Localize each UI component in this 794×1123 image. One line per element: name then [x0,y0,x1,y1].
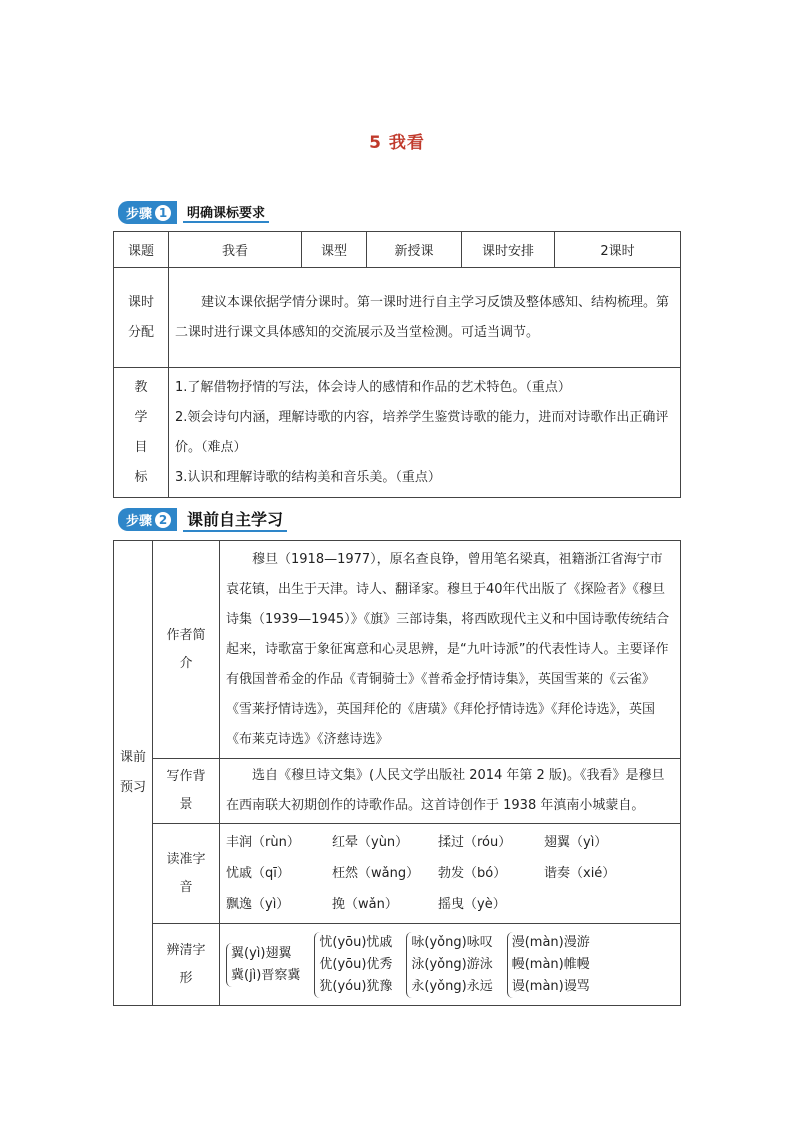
preview-table [113,540,681,1006]
pron-item: 飘逸（yì） [226,897,290,912]
pron-row [220,827,680,858]
type-header: 课型 [302,232,367,268]
pronunciation-cell [220,824,681,924]
goal-2: 2.领会诗句内涵，理解诗歌的内容，培养学生鉴赏诗歌的能力，进而对诗歌作出正确评价。（难点） [175,409,669,455]
glyph-item: 漫(màn)漫游 [511,934,590,950]
step2-banner [118,507,287,532]
pron-item: 摇曳（yè） [438,897,506,912]
pron-item: 枉然（wǎng） [332,866,420,881]
glyph-group [314,932,392,998]
glyph-item: 忧(yōu)忧戚 [319,934,393,950]
background-header: 写作背景 [153,759,220,824]
step2-heading: 课前自主学习 [183,507,287,532]
hours-header: 课时安排 [462,232,555,268]
glyph-cell [220,924,681,1006]
topic-header: 课题 [114,232,169,268]
glyph-item: 咏(yǒng)咏叹 [411,934,493,950]
pron-item: 红晕（yùn） [332,835,409,850]
pron-item: 挽（wǎn） [332,897,398,912]
background-text: 选自《穆旦诗文集》(人民文学出版社 2014 年第 2 版)。《我看》是穆旦在西南联大初期创作的诗歌作品。这首诗创作于 1938 年滇南小城蒙自。 [220,759,681,824]
pron-item: 丰润（rùn） [226,835,300,850]
author-text: 穆旦（1918—1977），原名查良铮，曾用笔名梁真，祖籍浙江省海宁市袁花镇，出生于天津。诗人、翻译家。穆旦于40年代出版了《探险者》《穆旦诗集（1939—1945）》《旗》三部诗集，将西欧现代主义和中国诗歌传统结合起来，诗歌富于象征寓意和心灵思辨，是“九叶诗派”的代表性诗人。主要译作有俄国普希金的作品《青铜骑士》《普希金抒情诗集》，英国雪莱的《云雀》《雪莱抒情诗选》，英国拜伦的《唐璜》《拜伦抒情诗选》《拜伦诗选》，英国《布莱克诗选》《济慈诗选》 [220,541,681,759]
alloc-header: 课时分配 [114,268,169,368]
pron-item: 忧戚（qī） [226,866,290,881]
pron-item: 揉过（róu） [438,835,512,850]
glyph-group [507,932,590,998]
pron-item: 翅翼（yì） [544,835,608,850]
step1-heading: 明确课标要求 [183,202,269,223]
step2-number-icon: 2 [155,512,171,528]
goal-3: 3.认识和理解诗歌的结构美和音乐美。（重点） [175,469,441,485]
pron-item: 谐奏（xié） [544,866,616,881]
page-title: 5 我看 [369,133,425,153]
glyph-item: 冀(jì)晋察冀 [231,967,301,983]
step1-banner [118,201,269,224]
glyph-item: 优(yōu)优秀 [319,956,393,972]
topic-value: 我看 [169,232,302,268]
goals-cell [169,368,681,498]
preview-side-label: 课前预习 [114,541,153,1006]
glyph-header: 辨清字形 [153,924,220,1006]
type-value: 新授课 [367,232,462,268]
glyph-item: 永(yǒng)永远 [411,978,493,994]
pron-row [220,858,680,889]
goals-header: 教学目标 [114,368,169,498]
glyph-group [226,943,300,987]
glyph-item: 犹(yóu)犹豫 [319,978,393,994]
pron-row [220,889,680,920]
hours-value: 2课时 [555,232,681,268]
glyph-item: 谩(màn)谩骂 [511,978,590,994]
step1-number-icon: 1 [155,205,171,221]
pron-item: 勃发（bó） [438,866,507,881]
lesson-requirements-table [113,231,681,498]
glyph-item: 翼(yì)翅翼 [231,945,292,961]
author-header: 作者简介 [153,541,220,759]
alloc-text: 建议本课依据学情分课时。第一课时进行自主学习反馈及整体感知、结构梳理。第二课时进行课文具体感知的交流展示及当堂检测。可适当调节。 [169,268,681,368]
step1-tag: 步骤 1 [118,201,177,224]
step2-tag: 步骤 2 [118,508,177,531]
pronunciation-header: 读准字音 [153,824,220,924]
glyph-item: 泳(yǒng)游泳 [411,956,493,972]
goal-1: 1.了解借物抒情的写法，体会诗人的感情和作品的艺术特色。（重点） [175,379,571,395]
glyph-item: 幔(màn)帷幔 [511,956,590,972]
glyph-group [406,932,492,998]
